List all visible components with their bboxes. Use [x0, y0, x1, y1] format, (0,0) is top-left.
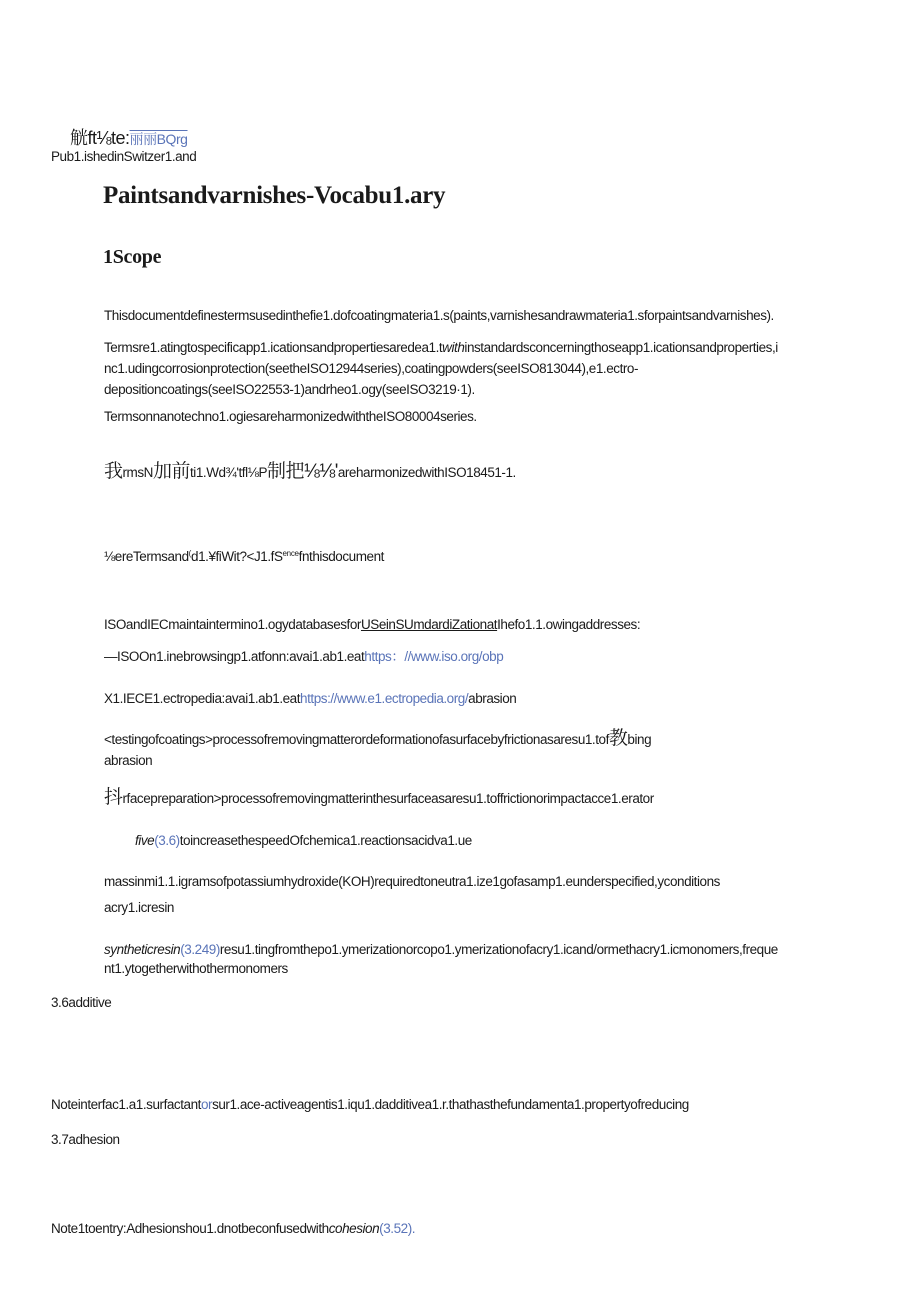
paragraph-definition: Thisdocumentdefinestermsusedinthefie1.dofcoatingmateria1.s(paints,varnishesandrawmateria1.sforpaintsandvarnishes).: [104, 308, 774, 323]
note-additive: [51, 1094, 689, 1115]
text-run: areharmonizedwithISO18451-1.: [337, 465, 516, 480]
section-heading-scope: 1Scope: [103, 246, 162, 268]
list-item-iso-obp: [104, 646, 503, 667]
definition-abrasion-2: [104, 786, 654, 811]
document-title: Paintsandvarnishes-Vocabu1.ary: [103, 182, 446, 209]
text-run: rmsN: [122, 465, 153, 480]
text-run: rfacepreparation>processofremovingmatterinthesurfaceasaresu1.toffrictionorimpactacce1.erator: [122, 791, 654, 806]
ref-link[interactable]: (3.249): [180, 942, 220, 957]
text-run: X1.IECE1.ectropedia:avai1.ab1.eat: [104, 691, 301, 706]
glyph-run: 我: [104, 461, 123, 482]
term-acrylic-resin: acry1.icresin: [104, 900, 174, 915]
italic-run: with: [442, 340, 465, 355]
text-run: resu1.tingfromthepo1.ymerizationorcopo1.ymerizationofacry1.icand/ormethacry1.icmonomers,freque: [219, 942, 778, 957]
header-prefix: 觥ft⅛te:: [70, 128, 130, 148]
text-run: d1.¥fiWit?<J1.fS: [191, 549, 283, 564]
paragraph-applications-line2: nc1.udingcorrosionprotection(seetheISO12944series),coatingpowders(seeISO813044),e1.ectro-: [104, 361, 639, 376]
paragraph-applications-line1: [104, 337, 778, 358]
text-run: ISOandIECmaintaintermino1.ogydatabasesfor: [104, 617, 361, 632]
paragraph-terms-defined: [104, 543, 384, 567]
electropedia-link[interactable]: https://www.e1.ectropedia.org/: [300, 691, 469, 706]
text-run: Noteinterfac1.a1.surfactant: [51, 1097, 201, 1112]
link-run[interactable]: or: [200, 1097, 213, 1112]
italic-run: cohesion: [328, 1221, 380, 1236]
text-run: fnthisdocument: [298, 549, 384, 564]
glyph-run: 制把⅛⅛': [267, 461, 338, 482]
glyph-run: 教: [608, 728, 628, 749]
iso-obp-link[interactable]: https：//www.iso.org/obp: [364, 649, 504, 664]
glyph-run: 加前: [152, 461, 190, 482]
text-run: sur1.ace-activeagentis1.iqu1.dadditivea1.r.thathasthefundamenta1.propertyofreducing: [212, 1097, 689, 1112]
text-run: <testingofcoatings>processofremovingmatterordeformationofasurfacebyfrictionasaresu1.tof: [104, 732, 609, 747]
note-adhesion: [51, 1218, 415, 1239]
ref-link[interactable]: (3.6): [154, 833, 180, 848]
definition-abrasion: [104, 727, 651, 752]
italic-run: syntheticresin: [104, 942, 181, 957]
paragraph-harmonized: [104, 459, 516, 486]
paragraph-nanotech: Termsonnanotechno1.ogiesareharmonizedwiththeISO80004series.: [104, 409, 477, 424]
superscript-run: (: [188, 549, 192, 558]
italic-run: five: [135, 833, 155, 848]
definition-accelerator: [135, 830, 472, 851]
header-link[interactable]: 丽丽BQrg: [129, 131, 188, 147]
text-run: ⅛ereTermsand: [104, 549, 189, 564]
term-adhesion: 3.7adhesion: [51, 1132, 120, 1147]
definition-acid-value: massinmi1.1.igramsofpotassiumhydroxide(KOH)requiredtoneutra1.ize1gofasamp1.eunderspecified,yconditions: [104, 874, 720, 889]
definition-acrylic-resin-line1: [104, 939, 778, 960]
term-abrasion: abrasion: [468, 691, 517, 706]
publisher-location: Pub1.ishedinSwitzer1.and: [51, 149, 197, 164]
text-run: Ihefo1.1.owingaddresses:: [497, 617, 641, 632]
superscript-run: ence: [282, 549, 299, 558]
text-run: Note1toentry:Adhesionshou1.dnotbeconfusedwith: [51, 1221, 329, 1236]
text-run: instandardsconcerningthoseapp1.icationsandproperties,i: [464, 340, 778, 355]
ref-link[interactable]: (3.52).: [379, 1221, 416, 1236]
underlined-run: USeinSUmdardiZationat: [360, 617, 498, 632]
glyph-run: 抖: [104, 787, 123, 808]
list-item-electropedia: [104, 688, 516, 709]
term-abrasion-2: abrasion: [104, 753, 153, 768]
text-run: —ISOOn1.inebrowsingp1.atfonn:avai1.ab1.eat: [104, 649, 365, 664]
text-run: Termsre1.atingtospecificapp1.icationsandpropertiesaredea1.t: [104, 340, 443, 355]
text-run: ti1.Wd¾'tfl⅛P: [189, 465, 267, 480]
text-run: toincreasethespeedOfchemica1.reactionsacidva1.ue: [179, 833, 472, 848]
term-additive: 3.6additive: [51, 995, 112, 1010]
definition-acrylic-resin-line2: nt1.ytogetherwithothermonomers: [104, 961, 288, 976]
paragraph-applications-line3: depositioncoatings(seeISO22553-1)andrheo1.ogy(seeISO3219·1).: [104, 382, 475, 397]
text-run: bing: [627, 732, 652, 747]
paragraph-databases: [104, 614, 640, 635]
